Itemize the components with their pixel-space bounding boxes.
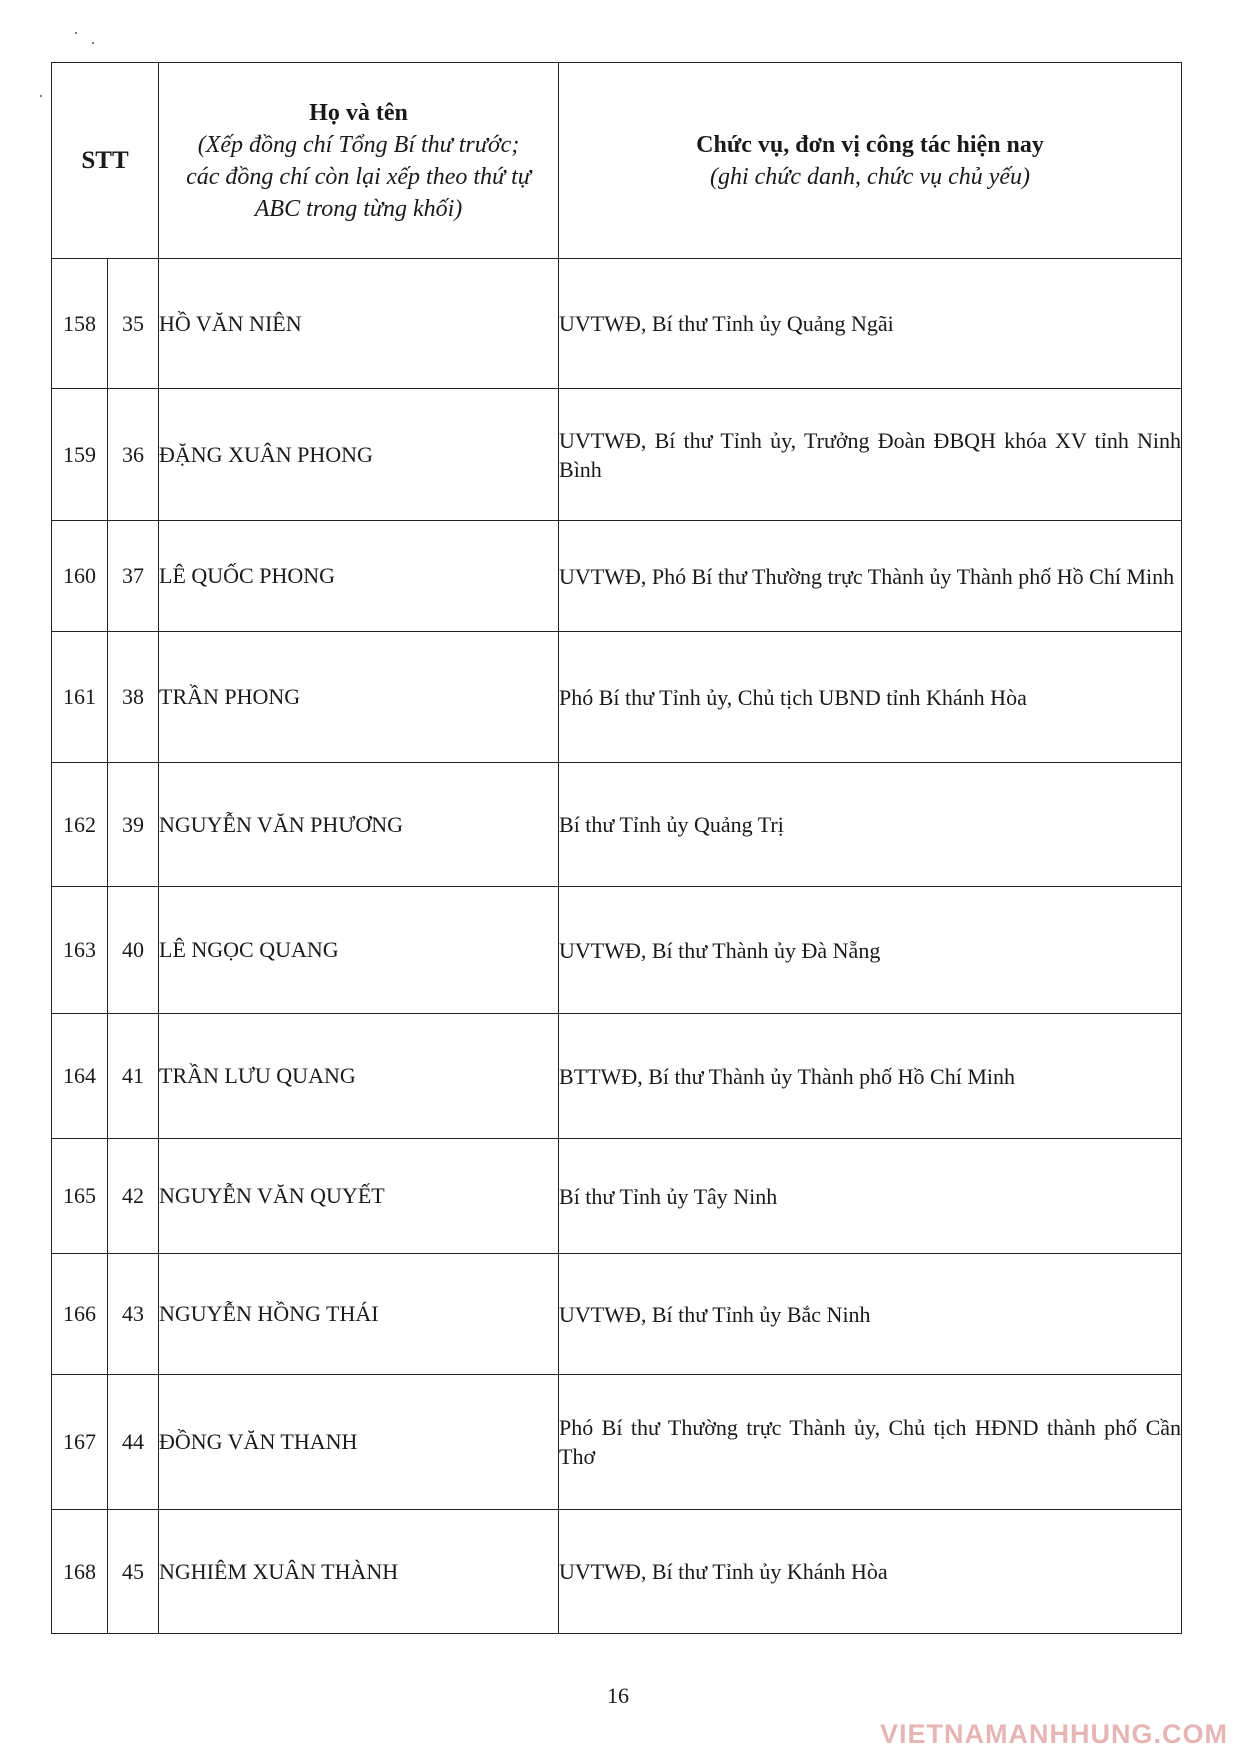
scan-speck [40, 95, 42, 97]
table-row [52, 1510, 1182, 1634]
row-position: UVTWĐ, Bí thư Tỉnh ủy Quảng Ngãi [559, 259, 1182, 389]
table-row [52, 1254, 1182, 1375]
row-stt: 165 [52, 1139, 108, 1254]
scan-speck [92, 42, 94, 44]
row-sub-stt: 43 [108, 1254, 159, 1375]
name-header-title: Họ và tên [309, 99, 408, 126]
row-sub-stt: 40 [108, 887, 159, 1014]
row-stt: 163 [52, 887, 108, 1014]
row-sub-stt: 37 [108, 521, 159, 632]
row-stt: 158 [52, 259, 108, 389]
row-stt: 162 [52, 763, 108, 887]
table-row [52, 887, 1182, 1014]
table-header-row [52, 63, 1182, 259]
row-stt: 168 [52, 1510, 108, 1634]
row-position: UVTWĐ, Bí thư Thành ủy Đà Nẵng [559, 887, 1182, 1014]
table-row [52, 521, 1182, 632]
row-sub-stt: 36 [108, 389, 159, 521]
name-header-note-2: các đồng chí còn lại xếp theo thứ tự [186, 163, 531, 190]
row-sub-stt: 44 [108, 1375, 159, 1510]
row-position: BTTWĐ, Bí thư Thành ủy Thành phố Hồ Chí Minh [559, 1014, 1182, 1139]
row-stt: 161 [52, 632, 108, 763]
row-stt: 159 [52, 389, 108, 521]
row-position: Bí thư Tỉnh ủy Quảng Trị [559, 763, 1182, 887]
position-header-note: (ghi chức danh, chức vụ chủ yếu) [709, 163, 1031, 190]
row-position: UVTWĐ, Bí thư Tỉnh ủy, Trưởng Đoàn ĐBQH khóa XV tỉnh Ninh Bình [559, 389, 1182, 521]
row-sub-stt: 39 [108, 763, 159, 887]
row-stt: 160 [52, 521, 108, 632]
row-sub-stt: 38 [108, 632, 159, 763]
row-position: Bí thư Tỉnh ủy Tây Ninh [559, 1139, 1182, 1254]
table-row [52, 632, 1182, 763]
row-stt: 166 [52, 1254, 108, 1375]
personnel-table [51, 62, 1182, 1634]
row-position: UVTWĐ, Bí thư Tỉnh ủy Khánh Hòa [559, 1510, 1182, 1634]
row-sub-stt: 45 [108, 1510, 159, 1634]
table-row [52, 763, 1182, 887]
row-sub-stt: 42 [108, 1139, 159, 1254]
row-name: NGHIÊM XUÂN THÀNH [159, 1510, 559, 1634]
page-number: 16 [607, 1683, 629, 1708]
name-header-note-3: ABC trong từng khối) [254, 195, 463, 222]
table-row [52, 389, 1182, 521]
row-name: TRẦN LƯU QUANG [159, 1014, 559, 1139]
name-header [159, 63, 559, 259]
row-name: ĐẶNG XUÂN PHONG [159, 389, 559, 521]
row-name: HỒ VĂN NIÊN [159, 259, 559, 389]
row-position: UVTWĐ, Phó Bí thư Thường trực Thành ủy Thành phố Hồ Chí Minh [559, 521, 1182, 632]
row-name: LÊ NGỌC QUANG [159, 887, 559, 1014]
row-stt: 164 [52, 1014, 108, 1139]
stt-header: STT [52, 63, 159, 259]
row-sub-stt: 41 [108, 1014, 159, 1139]
row-position: Phó Bí thư Tỉnh ủy, Chủ tịch UBND tỉnh Khánh Hòa [559, 632, 1182, 763]
table-row [52, 259, 1182, 389]
row-name: LÊ QUỐC PHONG [159, 521, 559, 632]
site-watermark: VIETNAMANHHUNG.COM [880, 1719, 1228, 1749]
table-row [52, 1375, 1182, 1510]
position-header [559, 63, 1182, 259]
name-header-note-1: (Xếp đồng chí Tổng Bí thư trước; [197, 131, 520, 158]
row-name: NGUYỄN VĂN QUYẾT [159, 1139, 559, 1254]
scan-speck [75, 32, 77, 34]
row-position: Phó Bí thư Thường trực Thành ủy, Chủ tịch HĐND thành phố Cần Thơ [559, 1375, 1182, 1510]
position-header-title: Chức vụ, đơn vị công tác hiện nay [696, 131, 1044, 158]
row-name: NGUYỄN VĂN PHƯƠNG [159, 763, 559, 887]
row-position: UVTWĐ, Bí thư Tỉnh ủy Bắc Ninh [559, 1254, 1182, 1375]
row-name: TRẦN PHONG [159, 632, 559, 763]
row-name: ĐỒNG VĂN THANH [159, 1375, 559, 1510]
row-stt: 167 [52, 1375, 108, 1510]
row-name: NGUYỄN HỒNG THÁI [159, 1254, 559, 1375]
table-row [52, 1014, 1182, 1139]
row-sub-stt: 35 [108, 259, 159, 389]
table-row [52, 1139, 1182, 1254]
